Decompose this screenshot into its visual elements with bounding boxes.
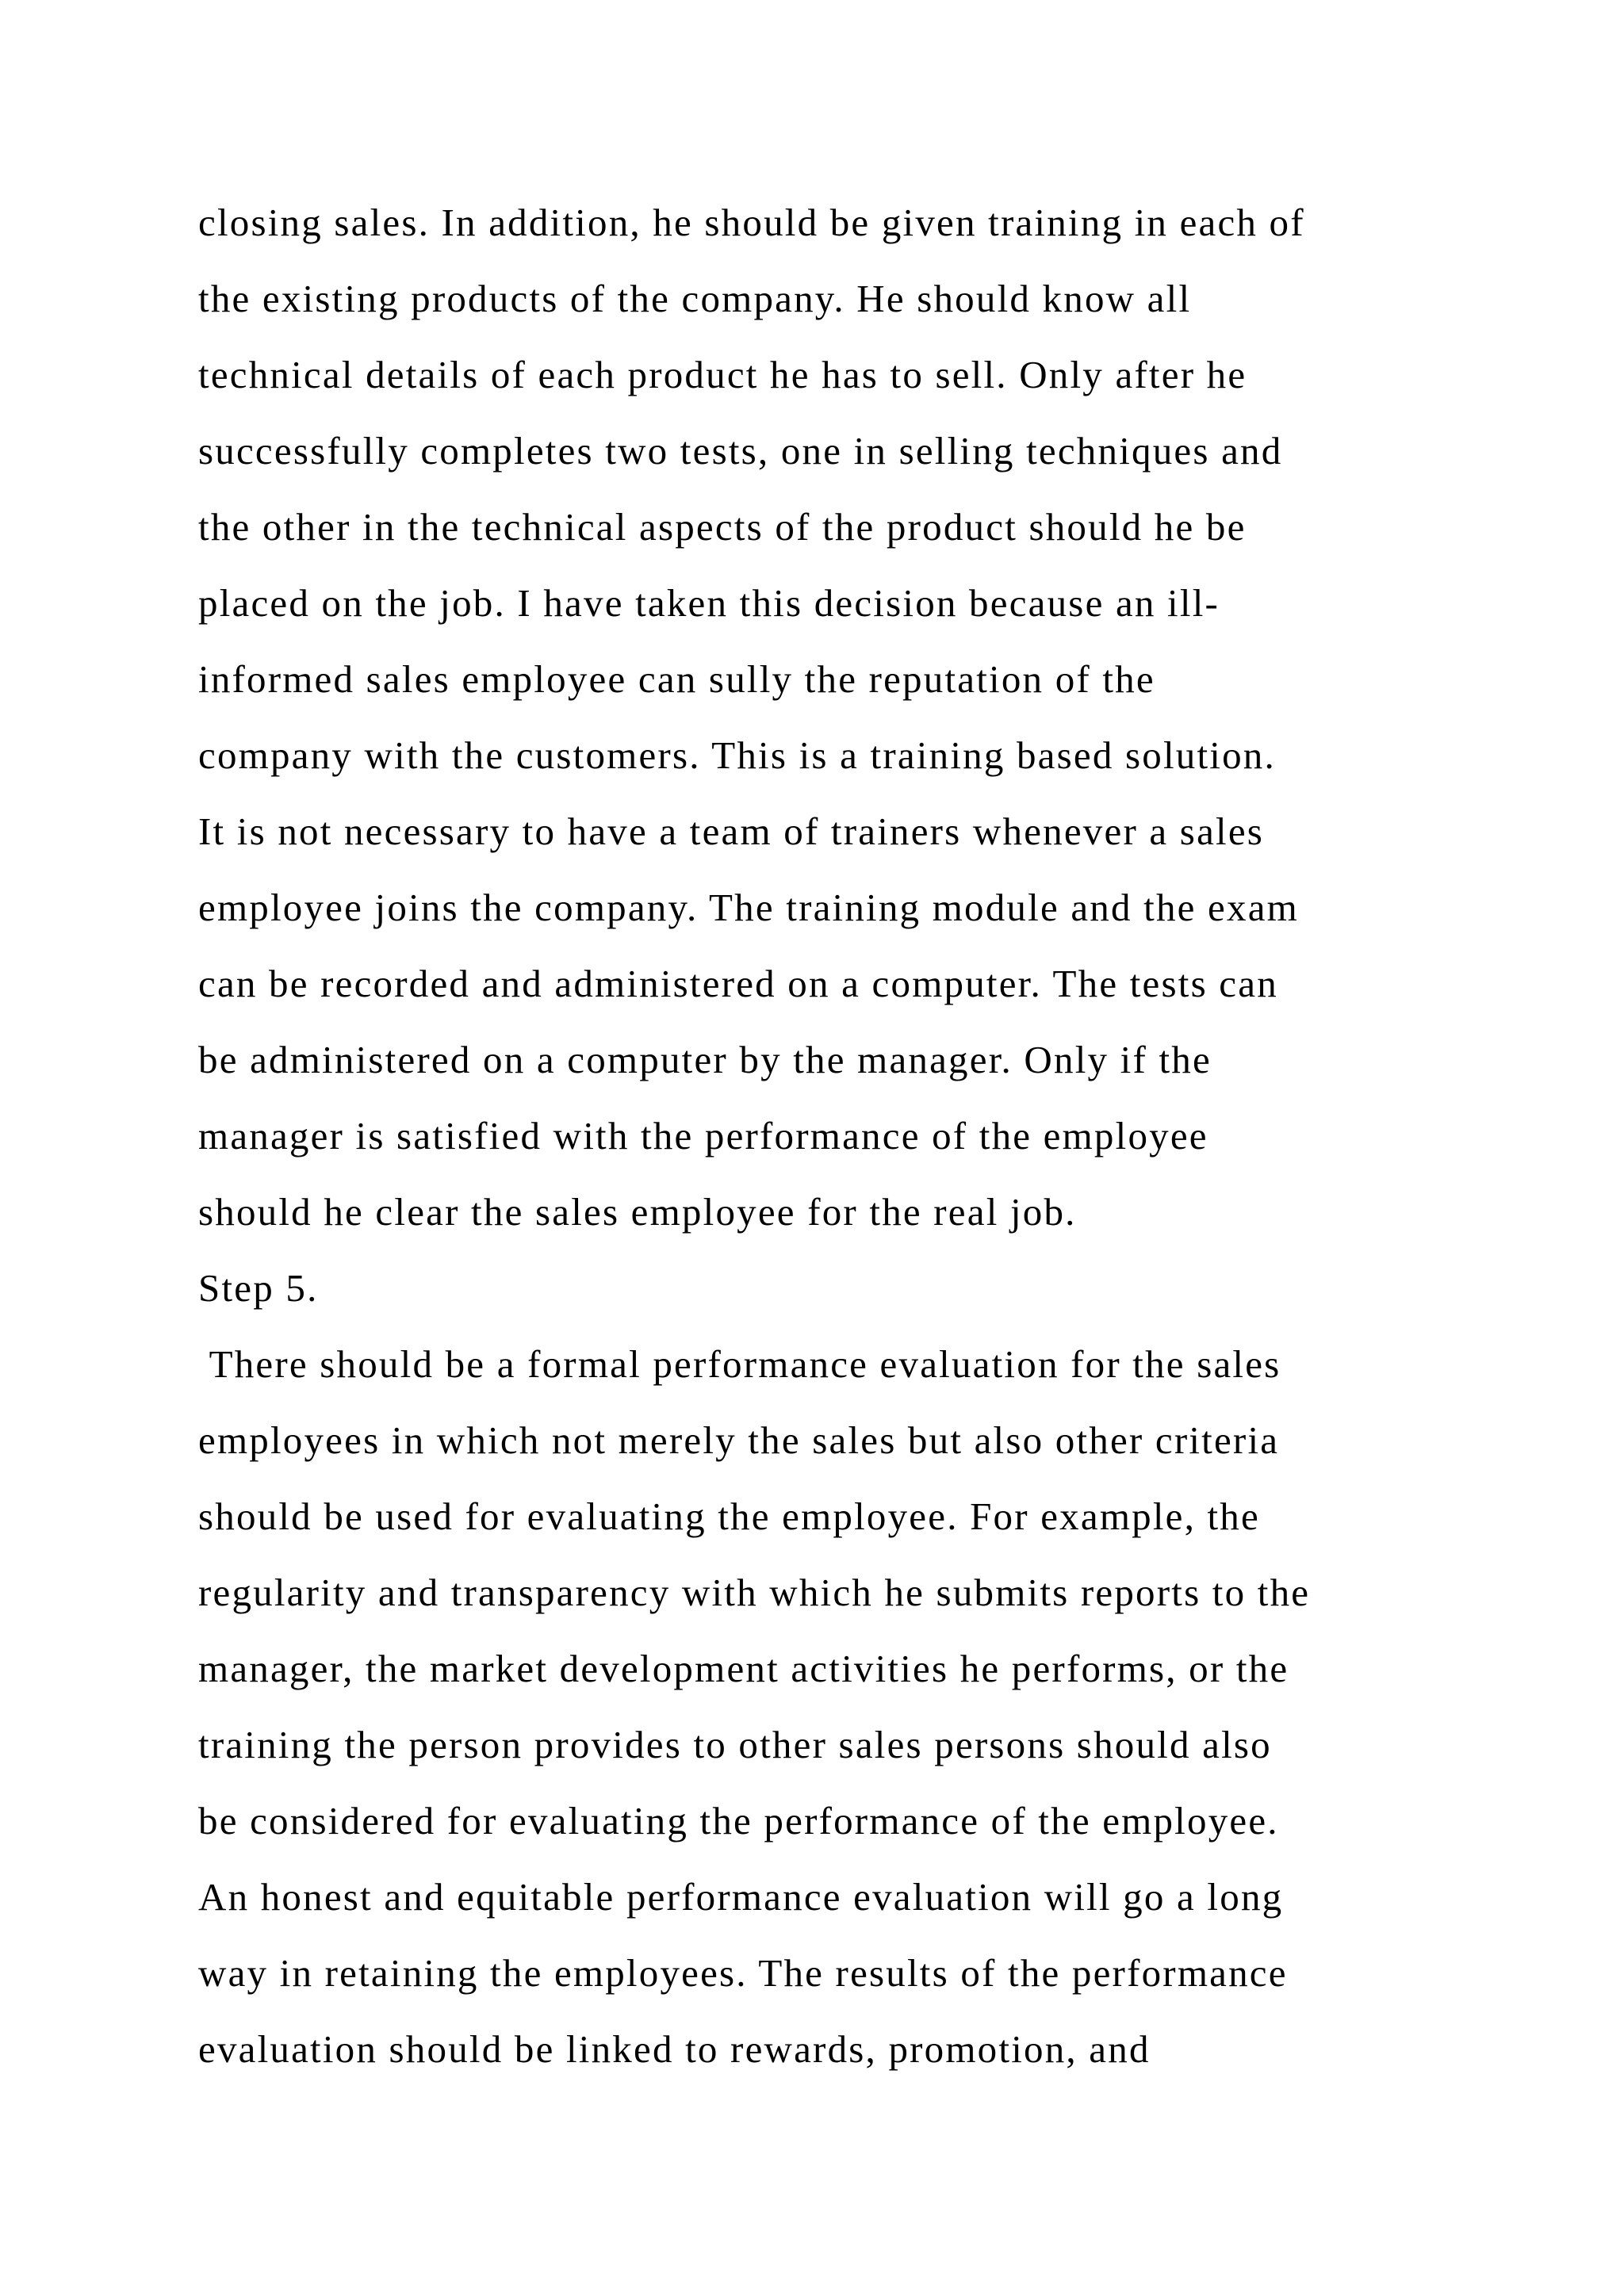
text-line: way in retaining the employees. The results of the performance	[198, 1951, 1288, 1995]
text-line: manager is satisfied with the performance of the employee	[198, 1114, 1208, 1158]
text-line: manager, the market development activities he performs, or the	[198, 1647, 1289, 1690]
text-line: employees in which not merely the sales but also other criteria	[198, 1418, 1280, 1462]
text-line: An honest and equitable performance evaluation will go a long	[198, 1875, 1284, 1919]
text-line: be considered for evaluating the performance of the employee.	[198, 1799, 1279, 1843]
text-line: should be used for evaluating the employee. For example, the	[198, 1494, 1260, 1538]
text-line: training the person provides to other sales persons should also	[198, 1723, 1272, 1766]
step-heading: Step 5.	[198, 1266, 319, 1310]
text-line: successfully completes two tests, one in selling techniques and	[198, 429, 1283, 473]
text-line: employee joins the company. The training module and the exam	[198, 886, 1299, 929]
text-line: the other in the technical aspects of the product should he be	[198, 505, 1247, 549]
body-text	[198, 190, 1499, 2093]
text-line: placed on the job. I have taken this decision because an ill-	[198, 581, 1220, 625]
text-line: It is not necessary to have a team of trainers whenever a sales	[198, 809, 1265, 853]
text-line: be administered on a computer by the manager. Only if the	[198, 1038, 1212, 1081]
text-line: There should be a formal performance evaluation for the sales	[198, 1342, 1281, 1386]
text-line: closing sales. In addition, he should be given training in each of	[198, 201, 1305, 244]
text-line: regularity and transparency with which he submits reports to the	[198, 1571, 1311, 1614]
text-line: company with the customers. This is a training based solution.	[198, 733, 1276, 777]
text-line: evaluation should be linked to rewards, promotion, and	[198, 2027, 1151, 2071]
text-line: informed sales employee can sully the reputation of the	[198, 657, 1155, 701]
text-line: technical details of each product he has to sell. Only after he	[198, 353, 1247, 396]
text-line: the existing products of the company. He should know all	[198, 277, 1192, 320]
text-line: should he clear the sales employee for the real job.	[198, 1190, 1077, 1234]
text-line: can be recorded and administered on a computer. The tests can	[198, 962, 1278, 1005]
